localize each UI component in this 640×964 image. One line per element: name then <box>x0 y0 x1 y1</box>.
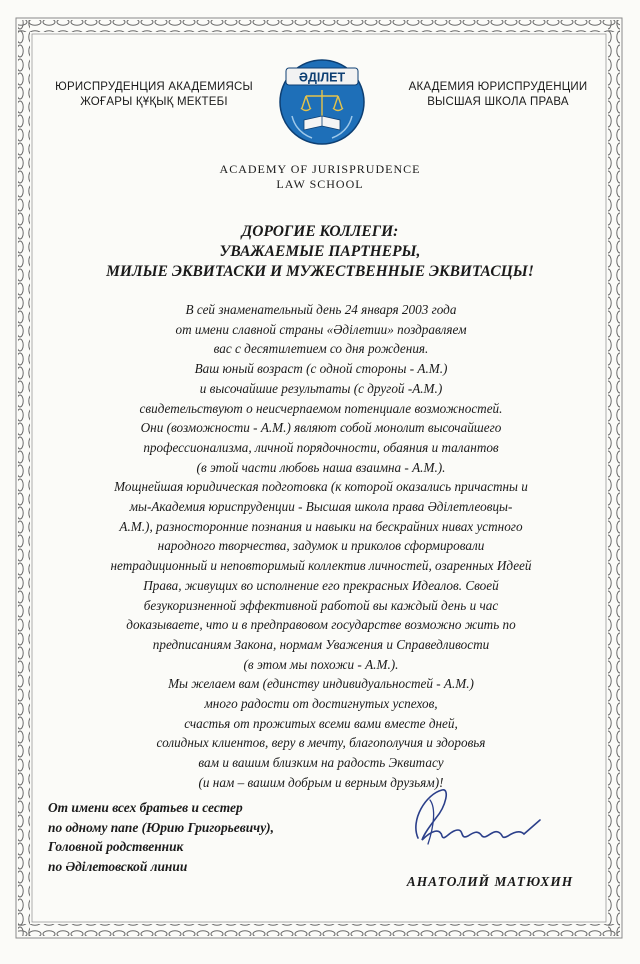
body-line: мы-Академия юриспруденции - Высшая школа права Әдiлетлеовцы- <box>129 499 513 515</box>
body-line: и высочайшие результаты (с другой -А.М.) <box>199 380 443 396</box>
header-left-line-1: ЮРИСПРУДЕНЦИЯ АКАДЕМИЯСЫ <box>55 81 253 93</box>
logo-text: ӘДІЛЕТ <box>298 70 346 85</box>
body-line: В сей знаменательный день 24 января 2003 года <box>185 302 457 317</box>
letter-body <box>34 300 608 793</box>
header-english-name <box>160 162 480 192</box>
greeting-line: МИЛЫЕ ЭКВИТАСКИ И МУЖЕСТВЕННЫЕ ЭКВИТАСЦЫ! <box>106 263 534 280</box>
academy-en-line-2: LAW SCHOOL <box>276 177 364 191</box>
body-line: предписаниям Закона, нормам Уважения и Справедливости <box>152 636 490 652</box>
body-line: (в этой части любовь наша взаимна - А.М.). <box>196 459 446 475</box>
signoff-line: по одному папе (Юрию Григорьевичу), <box>48 819 274 835</box>
body-line: доказываете, что и в предправовом государстве возможно жить по <box>126 617 516 633</box>
body-line: вас с десятилетием со дня рождения. <box>213 341 429 357</box>
greeting-line: ДОРОГИЕ КОЛЛЕГИ: <box>241 223 399 240</box>
greeting-line: УВАЖАЕМЫЕ ПАРТНЕРЫ, <box>219 243 421 260</box>
adilet-emblem-logo <box>278 54 366 150</box>
academy-en-line-1: ACADEMY OF JURISPRUDENCE <box>219 162 421 176</box>
body-line: нетрадиционный и неповторимый коллектив личностей, озаренных Идеей <box>110 558 532 574</box>
body-line: безукоризненной эффективной работой вы каждый день и час <box>143 597 499 613</box>
body-line: много радости от достигнутых успехов, <box>204 696 438 712</box>
signer-name: АНАТОЛИЙ МАТЮХИН <box>406 874 574 889</box>
signoff-line: От имени всех братьев и сестер <box>48 800 243 815</box>
header-kazakh-name <box>34 80 274 110</box>
body-line: солидных клиентов, веру в мечту, благополучия и здоровья <box>156 735 486 751</box>
body-line: свидетельствуют о неисчерпаемом потенциале возможностей. <box>139 400 503 416</box>
body-line: Мощнейшая юридическая подготовка (к которой оказались причастны и <box>114 479 528 495</box>
signoff-line: по Әдiлетовской линии <box>48 858 188 874</box>
body-line: народного творчества, задумок и приколов сформировали <box>157 538 485 554</box>
greeting-heading <box>40 222 600 282</box>
signoff-line: Головной родственник <box>48 839 184 854</box>
body-line: Права, живущих во исполнение его прекрасных Идеалов. Своей <box>143 577 499 593</box>
body-line: (в этом мы похожи - А.М.). <box>243 656 399 672</box>
body-line: счастья от прожитых всеми вами вместе дней, <box>184 715 458 731</box>
body-line: вам и вашим близким на радость Эквитасу <box>198 755 444 771</box>
body-line: Мы желаем вам (единству индивидуальностей - А.М.) <box>168 676 474 692</box>
header-right-line-1: АКАДЕМИЯ ЮРИСПРУДЕНЦИИ <box>408 81 588 93</box>
header-left-line-2: ЖОҒАРЫ ҚҰҚЫҚ МЕКТЕБІ <box>80 96 228 108</box>
header-right-line-2: ВЫСШАЯ ШКОЛА ПРАВА <box>427 96 569 108</box>
body-line: профессионализма, личной порядочности, обаяния и талантов <box>143 439 499 455</box>
signoff-block <box>48 798 378 876</box>
body-line: Ваш юный возраст (с одной стороны - А.М.) <box>194 361 448 377</box>
body-line: Они (возможности - А.М.) являют собой монолит высочайшего <box>140 420 502 436</box>
body-line: от имени славной страны «Әдiлетии» поздравляем <box>175 321 467 337</box>
body-line: (и нам – вашим добрым и верным друзьям)! <box>198 774 444 790</box>
header-russian-name <box>378 80 618 110</box>
body-line: А.М.), разносторонние познания и навыки на бескрайних нивах устного <box>119 518 523 534</box>
handwritten-signature <box>400 780 550 860</box>
